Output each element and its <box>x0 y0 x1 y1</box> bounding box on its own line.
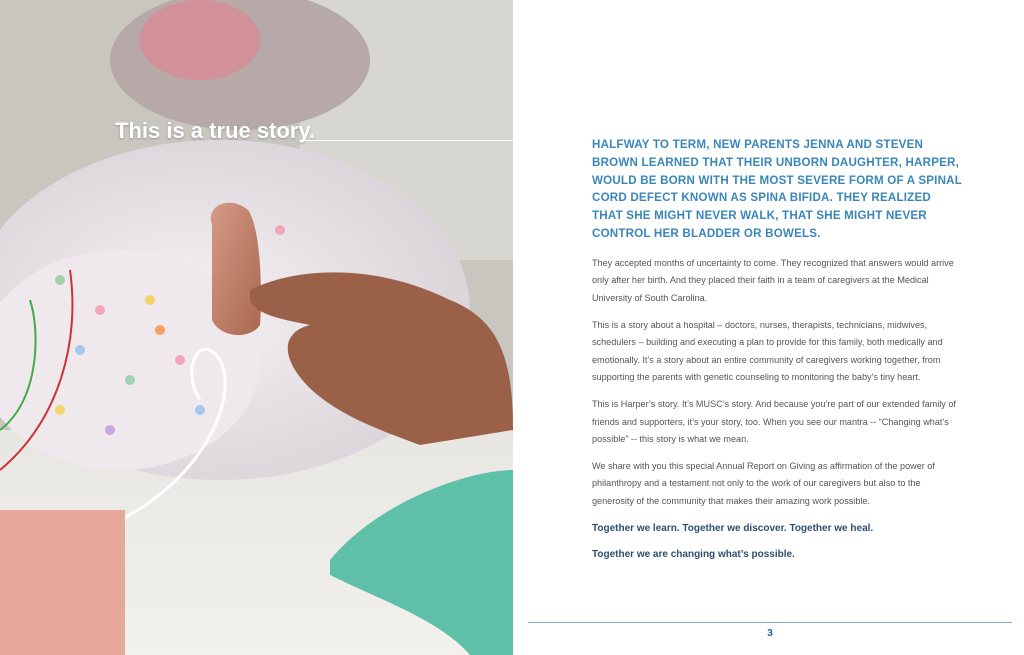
body-paragraph-4: We share with you this special Annual Report on Giving as affirmation of the power of philanthropy and a testament not only to the work of our caregivers but also to the generosity of the community that makes their amazing work possible. <box>592 460 935 506</box>
closing-line-2: Together we are changing what’s possible. <box>592 548 795 560</box>
title-rule <box>300 140 513 141</box>
lead-paragraph: HALFWAY TO TERM, NEW PARENTS JENNA AND STEVEN BROWN LEARNED THAT THEIR UNBORN DAUGHTER, HARPER, WOULD BE BORN WITH THE MOST SEVERE FORM OF A SPINAL CORD DEFECT KNOWN AS SPINA BIFIDA. THEY REALIZED THAT SHE MIGHT NEVER WALK, THAT SHE MIGHT NEVER CONTROL HER BLADDER OR BOWELS. <box>592 138 962 240</box>
story-title: This is a true story. <box>115 118 316 143</box>
body-paragraph-1: They accepted months of uncertainty to come. They recognized that answers would arrive only after her birth. And they placed their faith in a team of caregivers at the Medical University of South Carolina. <box>592 257 954 303</box>
footer-rule <box>528 622 1012 623</box>
article-text <box>592 136 962 572</box>
closing-line-1: Together we learn. Together we discover. Together we heal. <box>592 522 874 534</box>
page-number: 3 <box>767 628 773 639</box>
body-paragraph-3: This is Harper’s story. It’s MUSC’s story. And because you’re part of our extended family of friends and supporters, it’s your story, too. When you see our mantra -- “Changing what’s possible” -- this story is what we mean. <box>592 398 956 445</box>
body-paragraph-2: This is a story about a hospital – doctors, nurses, therapists, technicians, midwives, schedulers – building and executing a plan to provide for this family, both medically and emotionally. It’s a story about an entire community of caregivers working together, from supporting the parents with genetic counseling to monitoring the baby’s tiny heart. <box>592 319 943 383</box>
